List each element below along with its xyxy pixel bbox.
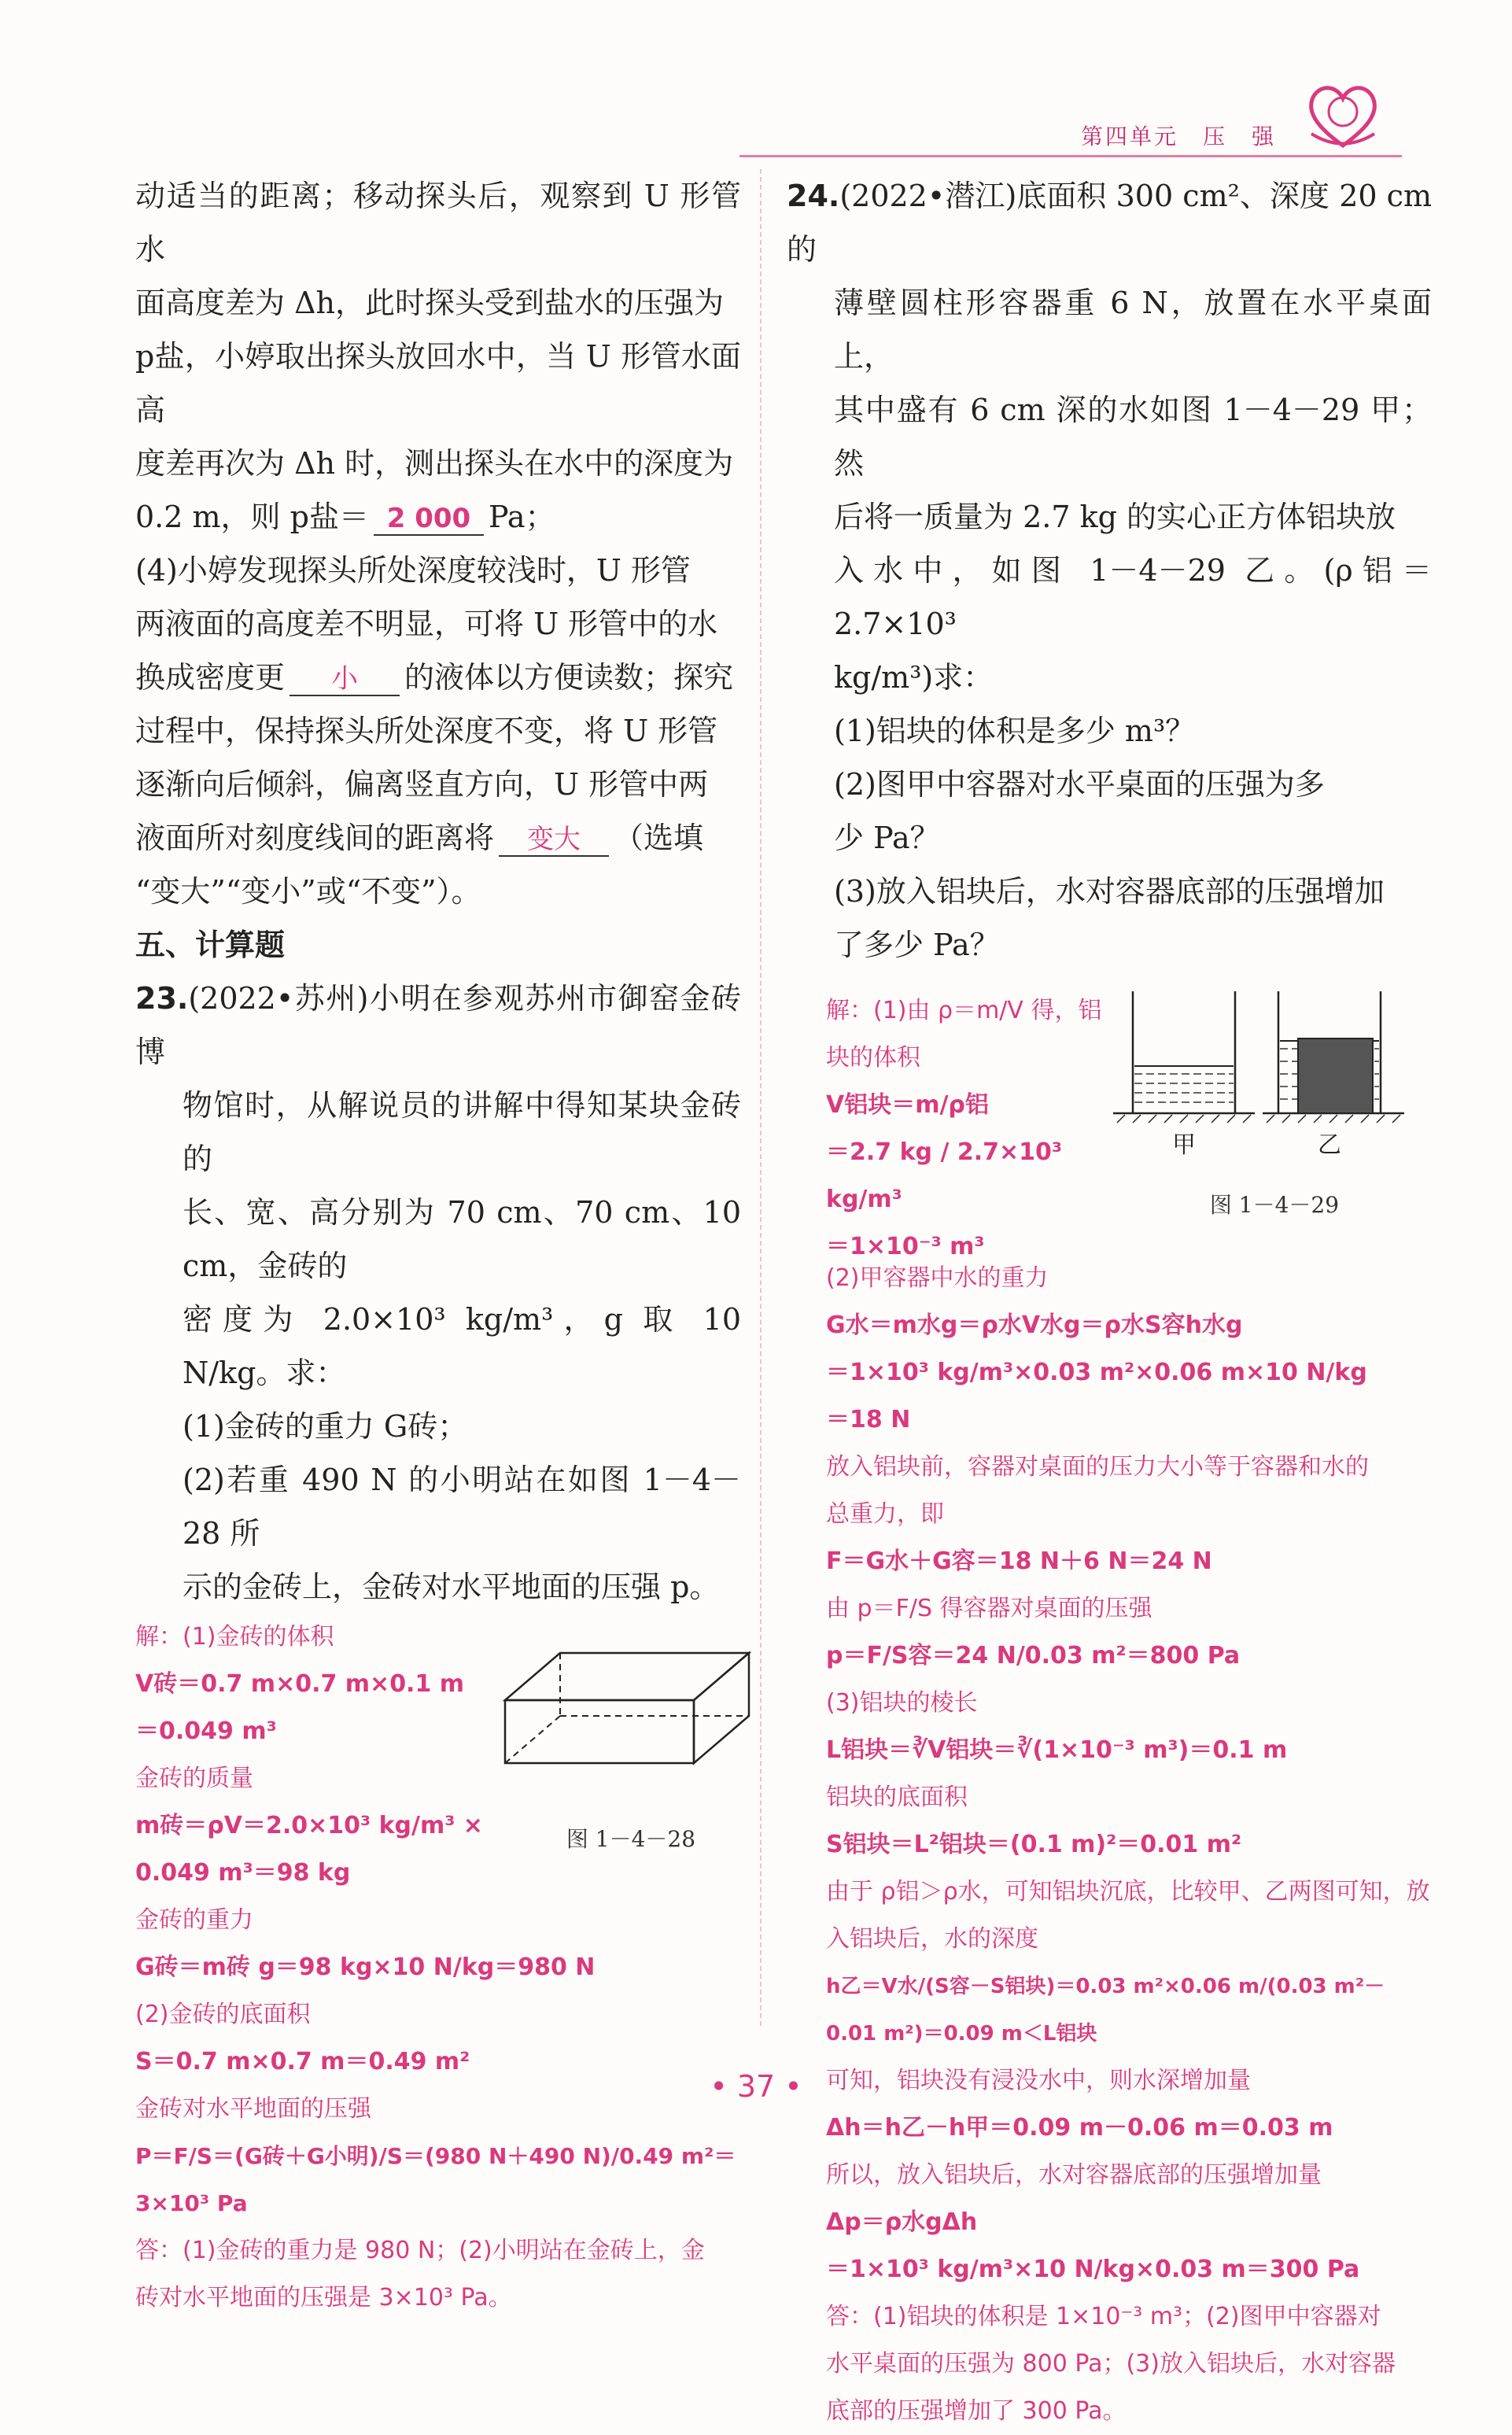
question-23-line: 23.(2022•苏州)小明在参观苏州市御窑金砖博 xyxy=(135,981,741,1069)
solution-line: p＝F/S容＝24 N/0.03 m²＝800 Pa xyxy=(826,1642,1241,1669)
solution-line: 可知，铝块没有浸没水中，则水深增加量 xyxy=(826,2067,1251,2094)
text-line: 入水中，如图 1－4－29 乙。(ρ铝＝2.7×10³ xyxy=(834,553,1432,641)
text-line: 后将一质量为 2.7 kg 的实心正方体铝块放 xyxy=(834,500,1396,534)
heart-logo-icon xyxy=(1300,71,1386,157)
solution-line: (2)甲容器中水的重力 xyxy=(826,1264,1049,1292)
text-line: 其中盛有 6 cm 深的水如图 1－4－29 甲；然 xyxy=(834,393,1432,481)
text-line: (1)铝块的体积是多少 m³？ xyxy=(834,714,1196,748)
figure-caption: 图 1－4－28 xyxy=(566,1826,696,1852)
solution-23-block xyxy=(135,1614,741,2322)
solution-line: G水＝m水g＝ρ水V水g＝ρ水S容h水g xyxy=(826,1312,1243,1339)
text-line: (1)金砖的重力 G砖； xyxy=(183,1409,468,1444)
text-line: 示的金砖上，金砖对水平地面的压强 p。 xyxy=(183,1570,720,1604)
solution-line: (3)铝块的棱长 xyxy=(826,1689,978,1717)
page-number: • 37 • xyxy=(710,2069,802,2104)
container-figure xyxy=(1109,987,1424,1168)
solution-line: 金砖的重力 xyxy=(135,1906,253,1934)
solution-line: m砖＝ρV＝2.0×10³ kg/m³ × xyxy=(135,1812,483,1839)
text-line: 了多少 Pa？ xyxy=(834,928,1000,962)
column-divider xyxy=(760,169,762,2026)
figure-label-b: 乙 xyxy=(1318,1131,1341,1159)
solution-line: 入铝块后，水的深度 xyxy=(826,1925,1038,1953)
solution-line: ＝1×10³ kg/m³×0.03 m²×0.06 m×10 N/kg xyxy=(826,1359,1367,1386)
text-line: 度差再次为 Δh 时，测出探头在水中的深度为 xyxy=(135,446,734,481)
header-rule xyxy=(739,155,1402,157)
solution-line: ＝1×10⁻³ m³ xyxy=(826,1233,985,1260)
text-line: (4)小婷发现探头所处深度较浅时，U 形管 xyxy=(135,553,691,588)
solution-line: S＝0.7 m×0.7 m＝0.49 m² xyxy=(135,2048,470,2075)
text-line: 动适当的距离；移动探头后，观察到 U 形管水 xyxy=(135,179,741,267)
text-line-with-blank: 换成密度更 小 的液体以方便读数；探究 xyxy=(135,660,734,695)
text-line: (2)若重 490 N 的小明站在如图 1－4－28 所 xyxy=(183,1463,741,1551)
answer-blank: 变大 xyxy=(499,824,609,857)
solution-line: 由 p＝F/S 得容器对桌面的压强 xyxy=(826,1595,1152,1622)
solution-line: V砖＝0.7 m×0.7 m×0.1 m xyxy=(135,1670,465,1698)
solution-line: 0.049 m³＝98 kg xyxy=(135,1859,351,1887)
text-line: 面高度差为 Δh，此时探头受到盐水的压强为 xyxy=(135,286,724,320)
text-line: 长、宽、高分别为 70 cm、70 cm、10 cm，金砖的 xyxy=(183,1195,741,1283)
solution-line: 总重力，即 xyxy=(826,1500,944,1528)
text-line: p盐，小婷取出探头放回水中，当 U 形管水面高 xyxy=(135,339,741,427)
text-line: 少 Pa？ xyxy=(834,821,940,855)
solution-line: Δp＝ρ水gΔh xyxy=(826,2208,978,2236)
text-line: (2)图甲中容器对水平桌面的压强为多 xyxy=(834,767,1325,802)
solution-line: L铝块＝∛V铝块＝∛(1×10⁻³ m³)＝0.1 m xyxy=(826,1736,1288,1764)
answer-blank: 小 xyxy=(289,663,400,696)
solution-line: 解：(1)金砖的体积 xyxy=(135,1623,334,1651)
left-column xyxy=(135,169,741,2322)
solution-line: 金砖对水平地面的压强 xyxy=(135,2095,371,2123)
solution-line: P＝F/S＝(G砖＋G小明)/S＝(980 N＋490 N)/0.49 m²＝3×10³ Pa xyxy=(135,2143,736,2216)
solution-line: (2)金砖的底面积 xyxy=(135,2001,311,2028)
question-number: 23. xyxy=(135,981,189,1016)
unit-title: 第四单元 压 强 xyxy=(1080,124,1276,149)
solution-line: V铝块＝m/ρ铝 xyxy=(826,1091,989,1119)
solution-line: ＝0.049 m³ xyxy=(135,1717,277,1745)
solution-line: 底部的压强增加了 300 Pa。 xyxy=(826,2397,1127,2425)
solution-24-top xyxy=(787,987,1432,1260)
solution-line: 答：(1)金砖的重力是 980 N；(2)小明站在金砖上，金 xyxy=(135,2237,705,2264)
solution-line: G砖＝m砖 g＝98 kg×10 N/kg＝980 N xyxy=(135,1954,596,1981)
solution-line: S铝块＝L²铝块＝(0.1 m)²＝0.01 m² xyxy=(826,1831,1242,1858)
text-line: 密度为 2.0×10³ kg/m³，g 取 10 N/kg。求： xyxy=(183,1302,741,1390)
solution-line: 答：(1)铝块的体积是 1×10⁻³ m³；(2)图甲中容器对 xyxy=(826,2303,1381,2330)
text-line: “变大”“变小”或“不变”）。 xyxy=(135,874,481,909)
text-line: 薄壁圆柱形容器重 6 N，放置在水平桌面上， xyxy=(834,286,1432,374)
text-line: 逐渐向后倾斜，偏离竖直方向，U 形管中两 xyxy=(135,767,709,802)
solution-line: 铝块的底面积 xyxy=(826,1784,968,1811)
solution-line: 由于 ρ铝＞ρ水，可知铝块沉底，比较甲、乙两图可知，放 xyxy=(826,1878,1430,1906)
text-line: (3)放入铝块后，水对容器底部的压强增加 xyxy=(834,874,1385,909)
solution-line: 所以，放入铝块后，水对容器底部的压强增加量 xyxy=(826,2161,1322,2189)
text-line-with-blank: 液面所对刻度线间的距离将 变大 （选填 xyxy=(135,821,704,855)
text-line: kg/m³)求： xyxy=(834,660,994,695)
solution-24-block xyxy=(787,1255,1432,2435)
solution-line: ＝1×10³ kg/m³×10 N/kg×0.03 m＝300 Pa xyxy=(826,2256,1360,2283)
figure-caption: 图 1－4－29 xyxy=(1209,1192,1340,1218)
solution-line: h乙＝V水/(S容－S铝块)＝0.03 m²×0.06 m/(0.03 m²－0.01 m²)＝0.09 m＜L铝块 xyxy=(826,1975,1385,2046)
text-line-with-blank: 0.2 m，则 p盐＝ 2 000 Pa； xyxy=(135,500,555,534)
solution-line: ＝18 N xyxy=(826,1406,911,1433)
solution-line: 解：(1)由 ρ＝m/V 得，铝 xyxy=(826,997,1102,1024)
page-header xyxy=(739,102,1402,157)
question-number: 24. xyxy=(787,179,840,213)
text-line: 物馆时，从解说员的讲解中得知某块金砖的 xyxy=(183,1088,741,1176)
solution-line: ＝2.7 kg / 2.7×10³ kg/m³ xyxy=(826,1138,1063,1213)
figure-label-a: 甲 xyxy=(1172,1131,1196,1159)
solution-line: F＝G水＋G容＝18 N＋6 N＝24 N xyxy=(826,1548,1212,1575)
answer-blank: 2 000 xyxy=(374,503,484,536)
section-heading: 五、计算题 xyxy=(135,928,286,962)
solution-line: 金砖的质量 xyxy=(135,1765,253,1792)
solution-line: 水平桌面的压强为 800 Pa；(3)放入铝块后，水对容器 xyxy=(826,2350,1396,2378)
solution-line: 砖对水平地面的压强是 3×10³ Pa。 xyxy=(135,2284,512,2311)
question-24-line: 24.(2022•潜江)底面积 300 cm²、深度 20 cm 的 xyxy=(787,179,1432,267)
solution-line: Δh＝h乙－h甲＝0.09 m－0.06 m＝0.03 m xyxy=(826,2114,1333,2142)
solution-line: 放入铝块前，容器对桌面的压力大小等于容器和水的 xyxy=(826,1453,1369,1481)
text-line: 过程中，保持探头所处深度不变，将 U 形管 xyxy=(135,714,718,748)
solution-line: 块的体积 xyxy=(826,1044,920,1072)
text-line: 两液面的高度差不明显，可将 U 形管中的水 xyxy=(135,607,718,641)
